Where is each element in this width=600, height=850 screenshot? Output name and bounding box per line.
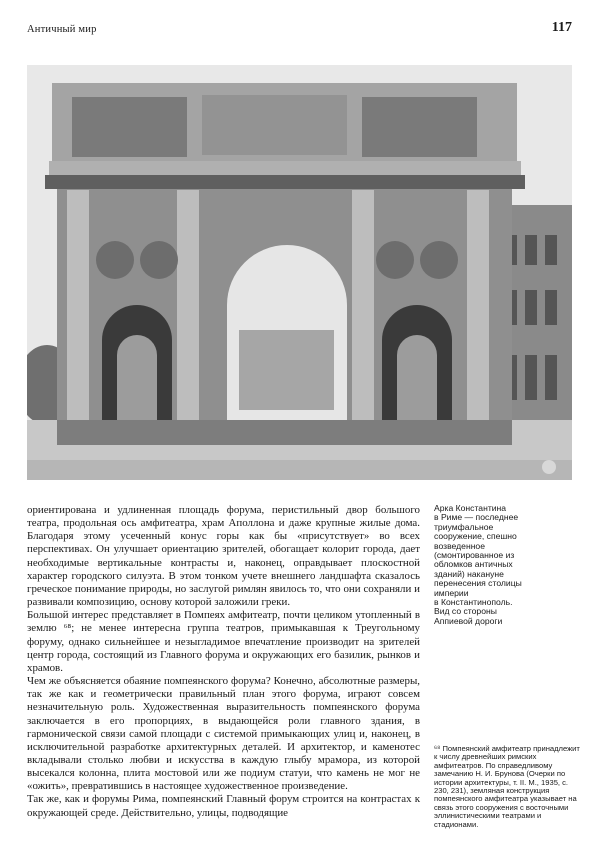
paragraph: Чем же объясняется обаяние помпеянского форума? Конечно, абсолютные размеры, так же как и геометрически правильный план этого форума, играют совсем незначительную роль. Художественная выразительность помпеянского форума заключается в его пропорциях, в выдающейся роли главного здания, в гармонической связи самой площади с системой примыкающих улиц и, наконец, в исключительной разработке архитектурных деталей. И архитектор, и каменотес вкладывали столько любви и искусства в каждую глыбу мрамора, из которой высекался колонна, плита мостовой или же подиум статуи, что камень не мог не «ожить», превратившись в настоящее художественное произведение. xyxy=(27,675,420,793)
arch-of-constantine-photo xyxy=(27,65,572,480)
main-text xyxy=(27,504,420,820)
caption-line: триумфальное xyxy=(434,521,494,532)
page-number: 117 xyxy=(551,20,572,35)
caption-line: в Риме — последнее xyxy=(434,512,519,523)
footnote: ⁶⁸ Помпеянский амфитеатр принадлежит к числу древнейших римских амфитеатров. По справедливому замечанию Н. И. Брунова (Очерки по истории архитектуры, т. II. М., 1935, с. 230, 231), земляная конструкция помпеянского амфитеатра указывает на связь этого сооружения с восточными эллинистическими театрами и стадионами. xyxy=(434,744,580,829)
caption-line: Вид со стороны xyxy=(434,606,497,617)
figure-caption xyxy=(434,504,579,626)
caption-line: зданий) накануне xyxy=(434,568,504,579)
caption-line: возведенное xyxy=(434,540,485,551)
caption-line: перенесения столицы xyxy=(434,578,522,589)
caption-line: империи xyxy=(434,587,469,598)
caption-line: сооружение, спешно xyxy=(434,531,517,542)
caption-line: Арка Константина xyxy=(434,503,507,513)
paragraph: ориентирована и удлиненная площадь форума, перистильный двор большого театра, продольная ось амфитеатра, храм Аполлона и даже крупные жилые дома. Благодаря этому усеченный конус горы как бы «присутствует» во всех перспективах. Он улучшает ориентацию зрителей, обогащает колорит города, дает необходимые вертикальные контрасты и, наконец, оправдывает плоскостной характер городского силуэта. В этом тонком учете внешнего ландшафта сказалось греческое понимание природы, но заслугой римлян явилось то, что они сохраняли и развивали композицию, основу которой заложили греки. xyxy=(27,504,420,609)
caption-line: Аппиевой дороги xyxy=(434,615,503,626)
caption-line: в Константинополь. xyxy=(434,597,513,608)
caption-line: обломков античных xyxy=(434,559,513,570)
running-header: Античный мир xyxy=(27,24,97,35)
paragraph: Так же, как и форумы Рима, помпеянский Главный форум строится на контрастах к окружающей среде. Действительно, улицы, подводящие xyxy=(27,793,420,819)
paragraph: Большой интерес представляет в Помпеях амфитеатр, почти целиком утопленный в землю ⁶⁸; не менее интересна группа театров, примыкавшая к Треугольному форуму, однако сильнейшее и незыгладимое впечатление производит на зрителей центр города, состоящий из Главного форума и окружающих его базилик, рынков и храмов. xyxy=(27,609,420,674)
caption-line: (смонтированное из xyxy=(434,550,515,561)
